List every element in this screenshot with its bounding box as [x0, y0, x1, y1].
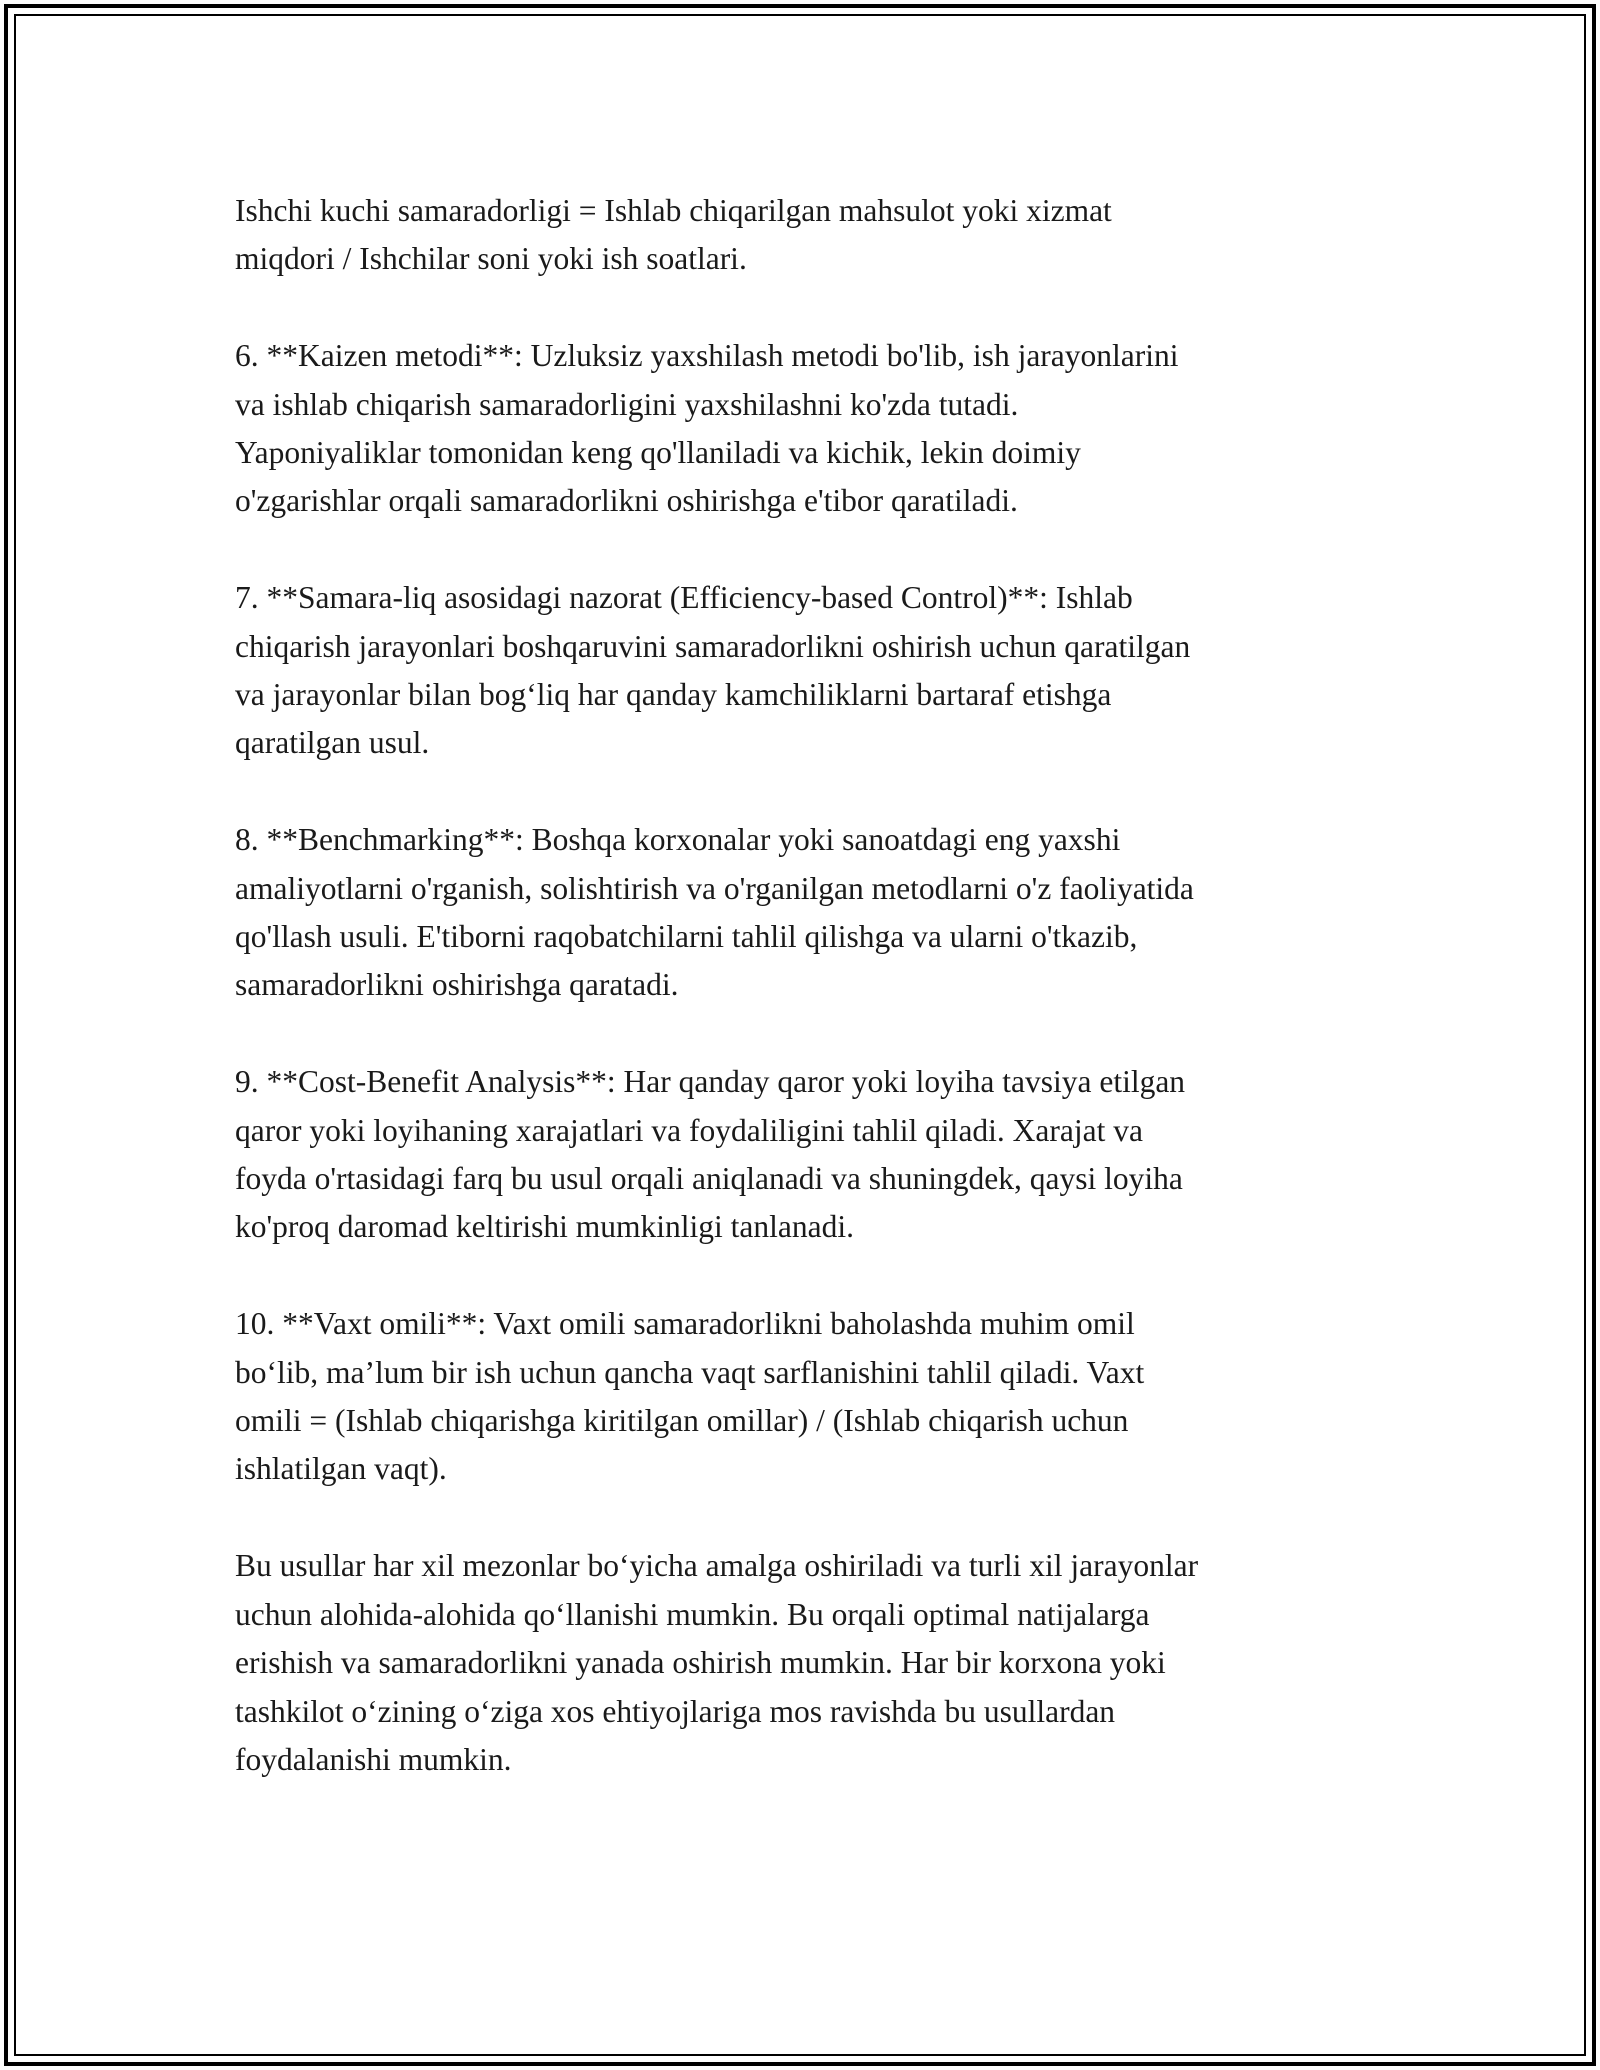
paragraph-benchmarking: 8. **Benchmarking**: Boshqa korxonalar yoki sanoatdagi eng yaxshi amaliyotlarni o'rganish, solishtirish va o'rganilgan metodlarni o'z faoliyatida qo'llash usuli. E'tiborni raqobatchilarni tahlil qilishga va ularni o'tkazib, samaradorlikni oshirishga qaratadi.: [235, 822, 1194, 1003]
paragraph-cost-benefit: 9. **Cost-Benefit Analysis**: Har qanday qaror yoki loyiha tavsiya etilgan qaror yoki loyihaning xarajatlari va foydaliligini tahlil qiladi. Xarajat va foyda o'rtasidagi farq bu usul orqali aniqlanadi va shuningdek, qaysi loyiha ko'proq daromad keltirishi mumkinligi tanlanadi.: [235, 1064, 1186, 1245]
paragraph-conclusion: Bu usullar har xil mezonlar bo‘yicha amalga oshiriladi va turli xil jarayonlar uchun alohida-alohida qo‘llanishi mumkin. Bu orqali optimal natijalarga erishish va samaradorlikni yanada oshirish mumkin. Har bir korxona yoki tashkilot o‘zining o‘ziga xos ehtiyojlariga mos ravishda bu usullardan foydalanishi mumkin.: [235, 1548, 1199, 1777]
paragraph-labor-productivity: Ishchi kuchi samaradorligi = Ishlab chiqarilgan mahsulot yoki xizmat miqdori / Ishchilar soni yoki ish soatlari.: [235, 193, 1112, 277]
paragraph-kaizen: 6. **Kaizen metodi**: Uzluksiz yaxshilash metodi bo'lib, ish jarayonlarini va ishlab chiqarish samaradorligini yaxshilashni ko'zda tutadi. Yaponiyaliklar tomonidan keng qo'llaniladi va kichik, lekin doimiy o'zgarishlar orqali samaradorlikni oshirishga e'tibor qaratiladi.: [235, 338, 1179, 519]
paragraph-time-factor: 10. **Vaxt omili**: Vaxt omili samaradorlikni baholashda muhim omil bo‘lib, ma’lum bir ish uchun qancha vaqt sarflanishini tahlil qiladi. Vaxt omili = (Ishlab chiqarishga kiritilgan omillar) / (Ishlab chiqarish uchun ishlatilgan vaqt).: [235, 1306, 1145, 1487]
paragraph-efficiency-control: 7. **Samara-liq asosidagi nazorat (Efficiency-based Control)**: Ishlab chiqarish jarayonlari boshqaruvini samaradorlikni oshirish uchun qaratilgan va jarayonlar bilan bog‘liq har qanday kamchiliklarni bartaraf etishga qaratilgan usul.: [235, 580, 1191, 761]
document-body: [235, 187, 1385, 1833]
